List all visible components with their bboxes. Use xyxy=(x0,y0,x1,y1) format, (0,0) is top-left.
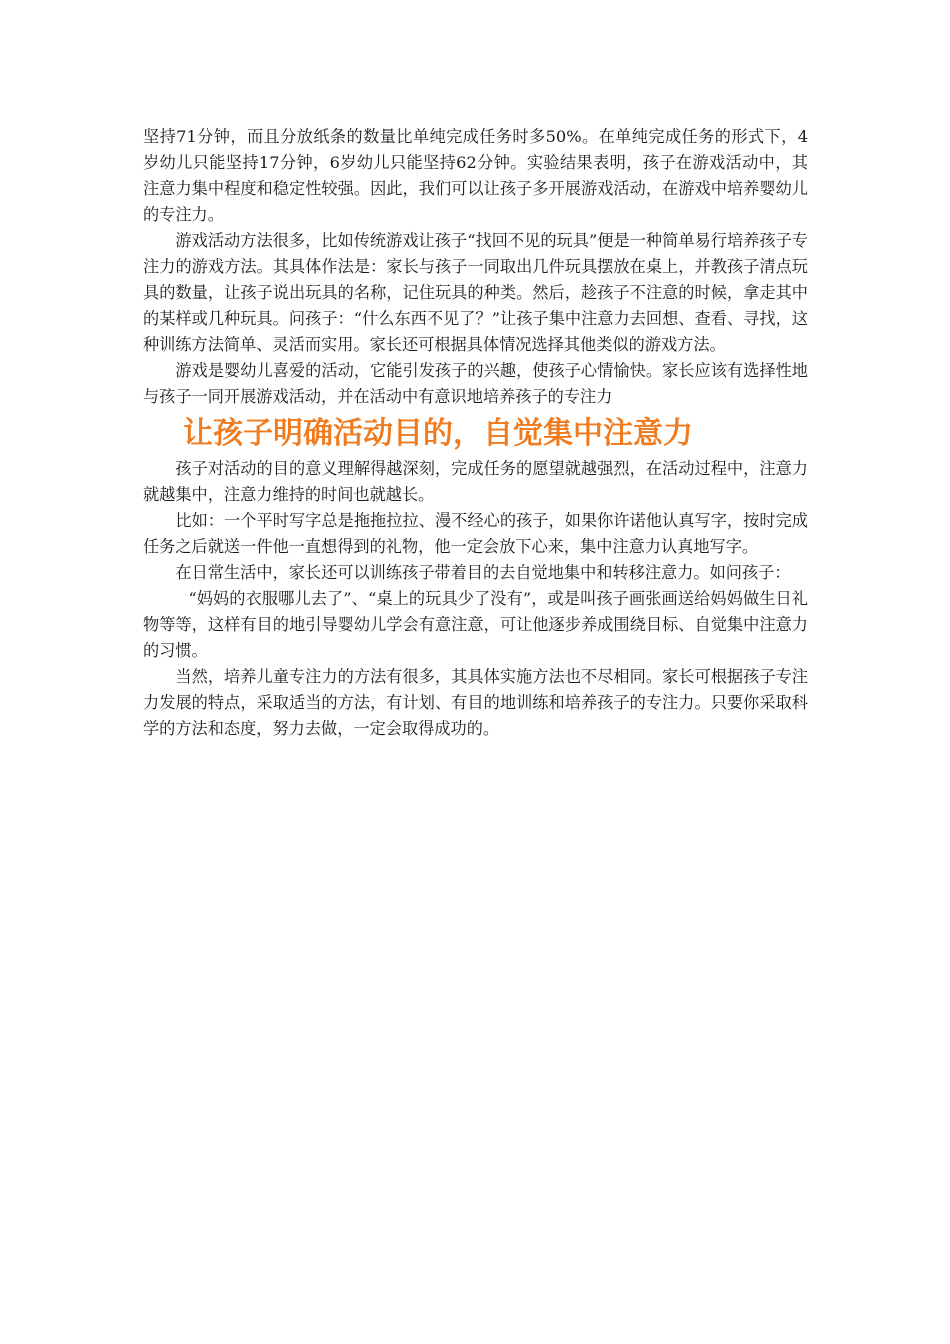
document-page xyxy=(143,124,808,742)
paragraph-daily-life: 在日常生活中，家长还可以训练孩子带着目的去自觉地集中和转移注意力。如问孩子： xyxy=(175,563,791,582)
paragraph-question-examples: “妈妈的衣服哪儿去了”、“桌上的玩具少了没有”，或是叫孩子画张画送给妈妈做生日礼物等等，这样有目的地引导婴幼儿学会有意注意，可让他逐步养成围绕目标、自觉集中注意力的习惯。 xyxy=(143,589,808,660)
paragraph-game-methods: 游戏活动方法很多，比如传统游戏让孩子“找回不见的玩具”便是一种简单易行培养孩子专注力的游戏方法。其具体作法是：家长与孩子一同取出几件玩具摆放在桌上，并教孩子清点玩具的数量，让孩子说出玩具的名称，记住玩具的种类。然后，趁孩子不注意的时候，拿走其中的某样或几种玩具。问孩子：“什么东西不见了？”让孩子集中注意力去回想、查看、寻找，这种训练方法简单、灵活而实用。家长还可根据具体情况选择其他类似的游戏方法。 xyxy=(143,231,808,354)
paragraph-activity-purpose: 孩子对活动的目的意义理解得越深刻，完成任务的愿望就越强烈，在活动过程中，注意力就越集中，注意力维持的时间也就越长。 xyxy=(143,459,808,504)
paragraph-example-writing: 比如：一个平时写字总是拖拖拉拉、漫不经心的孩子，如果你许诺他认真写字，按时完成任务之后就送一件他一直想得到的礼物，他一定会放下心来，集中注意力认真地写字。 xyxy=(143,511,808,556)
paragraph-game-enjoyment: 游戏是婴幼儿喜爱的活动，它能引发孩子的兴趣，使孩子心情愉快。家长应该有选择性地与孩子一同开展游戏活动，并在活动中有意识地培养孩子的专注力 xyxy=(143,361,808,406)
paragraph-conclusion: 当然，培养儿童专注力的方法有很多，其具体实施方法也不尽相同。家长可根据孩子专注力发展的特点，采取适当的方法，有计划、有目的地训练和培养孩子的专注力。只要你采取科学的方法和态度，努力去做，一定会取得成功的。 xyxy=(143,667,808,738)
section-heading: 让孩子明确活动目的，自觉集中注意力 xyxy=(183,416,693,451)
paragraph-experiment-result: 坚持71分钟，而且分放纸条的数量比单纯完成任务时多50%。在单纯完成任务的形式下，4岁幼儿只能坚持17分钟，6岁幼儿只能坚持62分钟。实验结果表明，孩子在游戏活动中，其注意力集中程度和稳定性较强。因此，我们可以让孩子多开展游戏活动，在游戏中培养婴幼儿的专注力。 xyxy=(143,127,808,224)
